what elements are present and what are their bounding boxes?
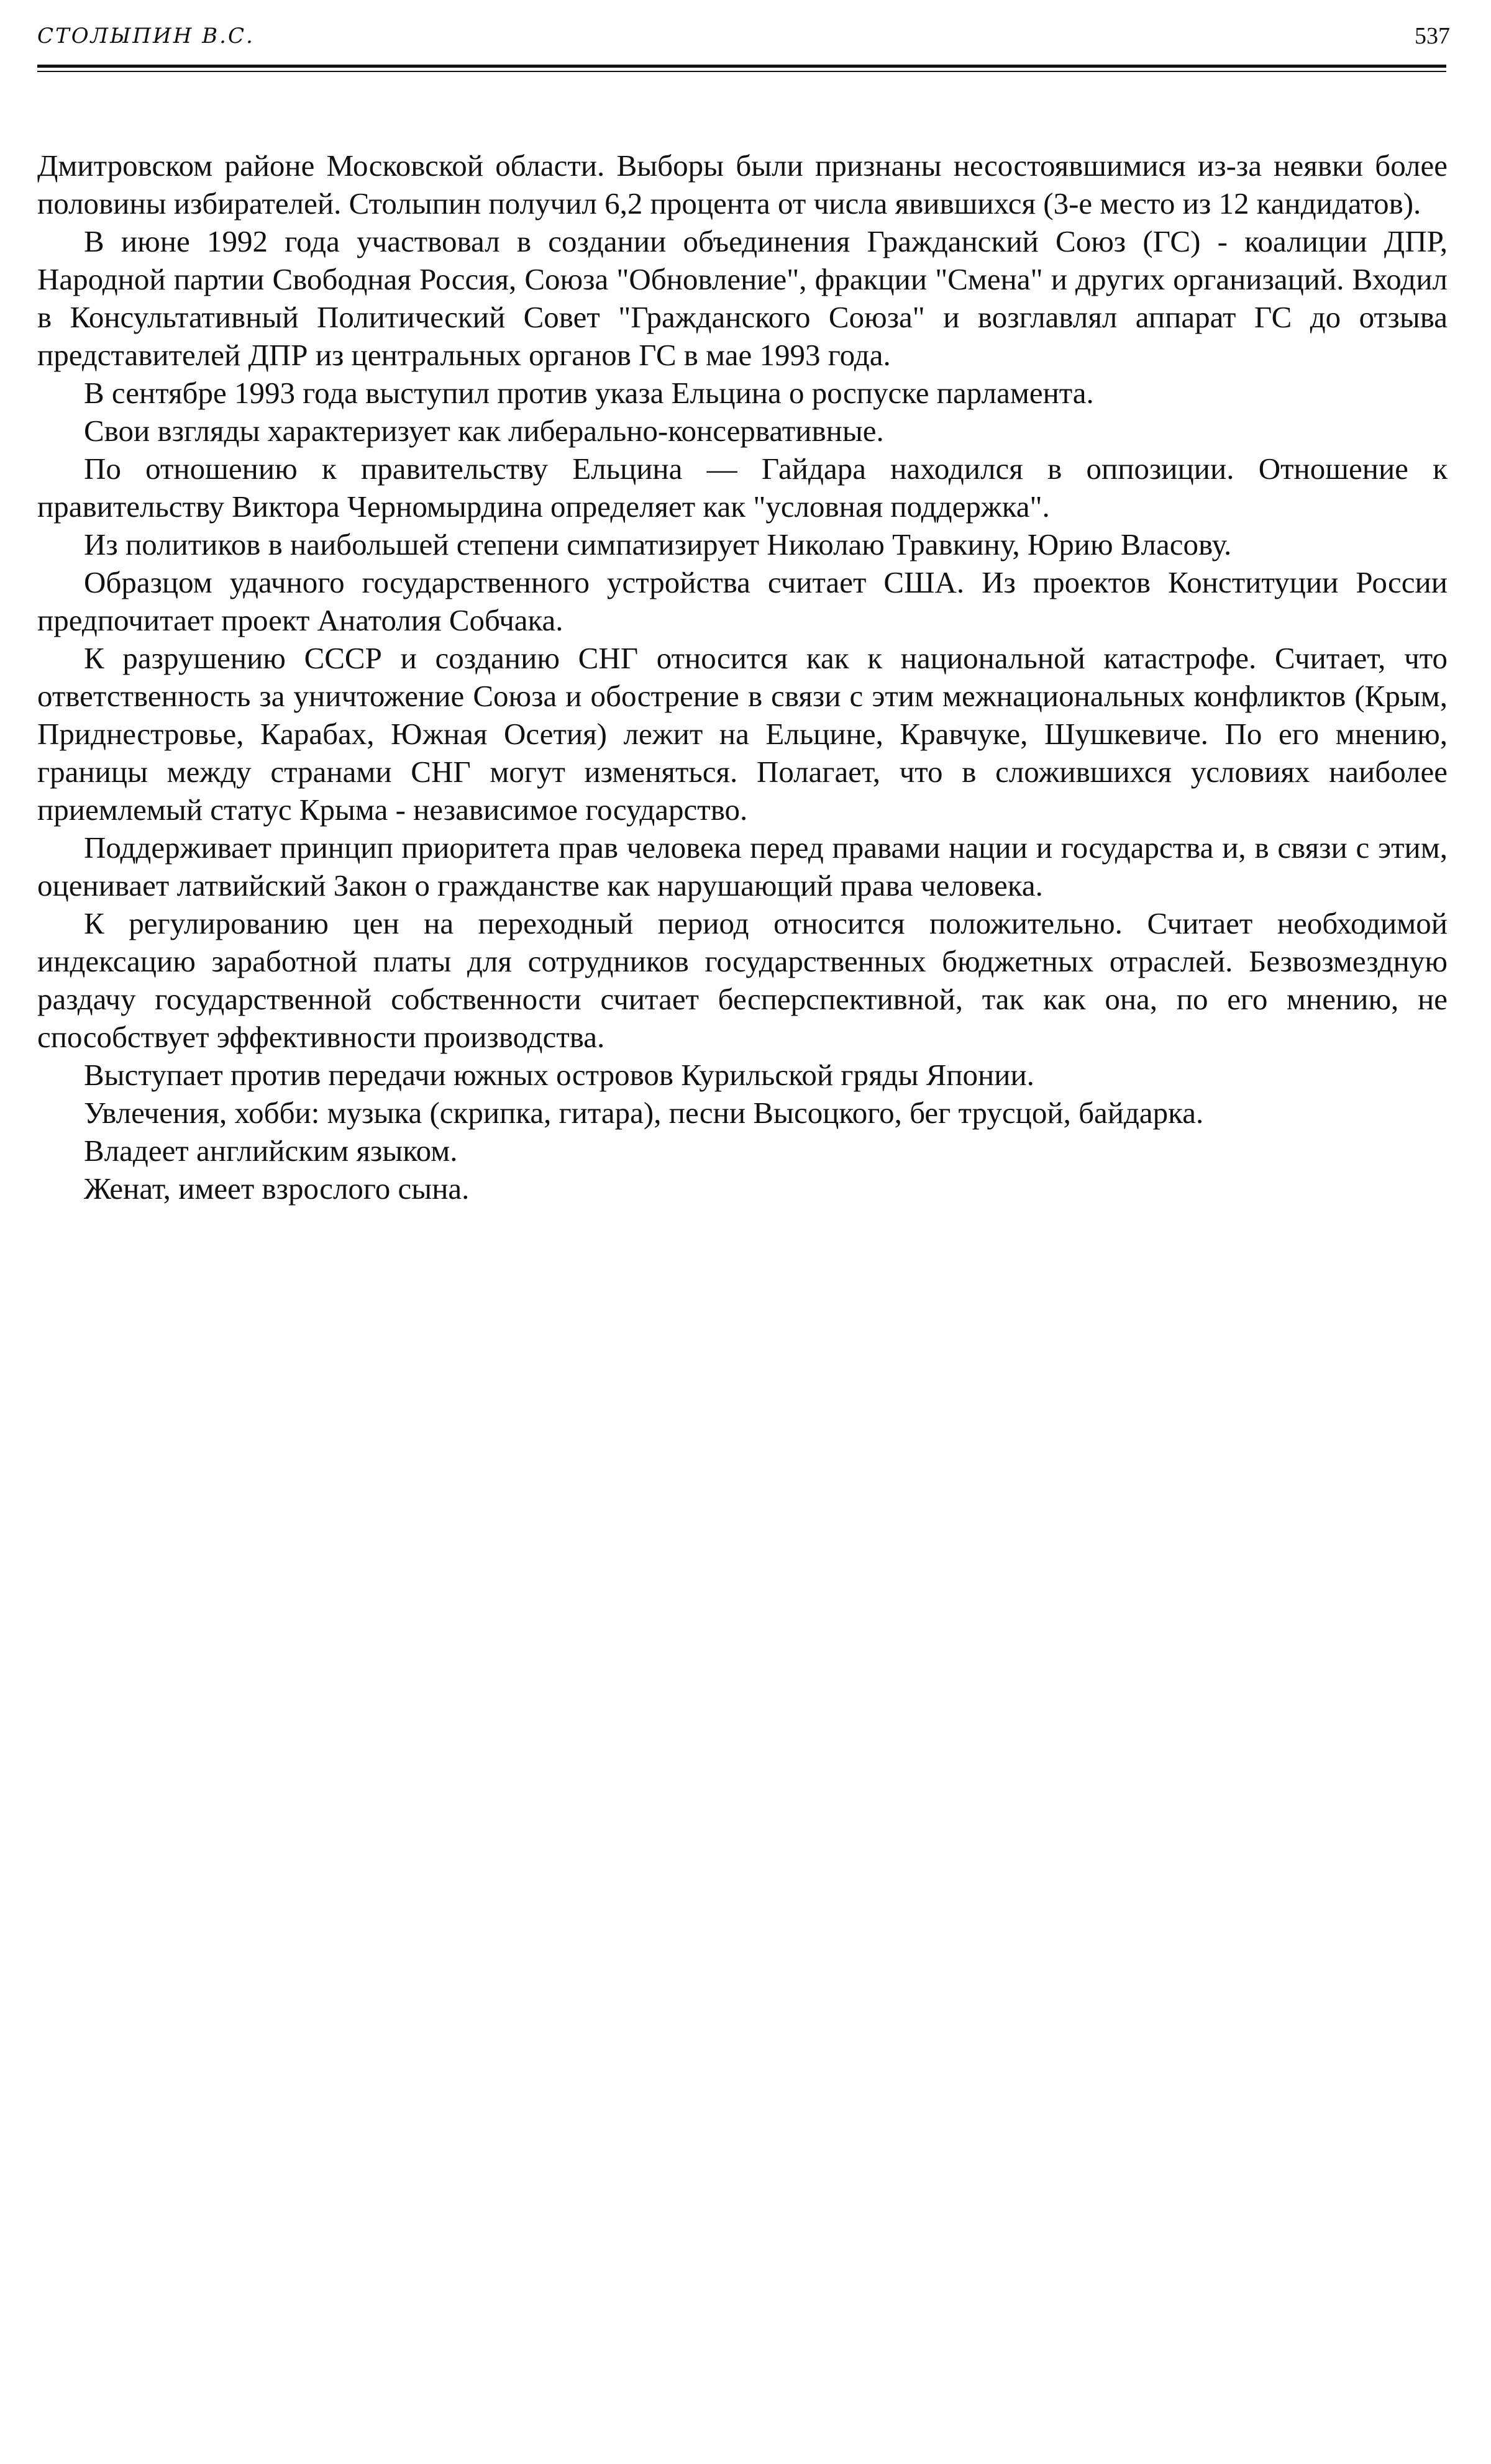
paragraph: Из политиков в наибольшей степени симпатизирует Николаю Травкину, Юрию Власову. — [84, 527, 1232, 561]
running-head — [37, 16, 1454, 53]
paragraph: В сентябре 1993 года выступил против указа Ельцина о роспуске парламента. — [84, 376, 1094, 410]
paragraph: Поддерживает принцип приоритета прав человека перед правами нации и государства и, в связи с этим, оценивает латвийский Закон о гражданстве как нарушающий права человека. — [37, 830, 1448, 902]
paragraph: Выступает против передачи южных островов Курильской гряды Японии. — [84, 1058, 1034, 1092]
paragraph: Свои взгляды характеризует как либерально-консервативные. — [84, 414, 884, 448]
body-text — [37, 147, 1448, 1207]
paragraph: К разрушению СССР и созданию СНГ относится как к национальной катастрофе. Считает, что ответственность за уничтожение Союза и обострение в связи с этим межнациональных конфликтов (Крым, Приднестровье, Карабах, Южная Осетия) лежит на Ельцине, Кравчуке, Шушкевиче. По его мнению, границы между странами СНГ могут изменяться. Полагает, что в сложившихся условиях наиболее приемлемый статус Крыма - независимое государство. — [37, 641, 1448, 827]
paragraph-continuation: Дмитровском районе Московской области. Выборы были признаны несостоявшимися из-за неявки более половины избирателей. Столыпин получил 6,2 процента от числа явившихся (3-е место из 12 кандидатов). — [37, 148, 1448, 220]
page-number: 537 — [1415, 23, 1450, 49]
paragraph: Образцом удачного государственного устройства считает США. Из проектов Конституции России предпочитает проект Анатолия Собчака. — [37, 565, 1448, 637]
paragraph: Владеет английским языком. — [84, 1134, 458, 1168]
paragraph: Увлечения, хобби: музыка (скрипка, гитара), песни Высоцкого, бег трусцой, байдарка. — [84, 1096, 1204, 1130]
header-rule-thin — [37, 71, 1446, 72]
paragraph: К регулированию цен на переходный период относится положительно. Считает необходимой индексацию заработной платы для сотрудников государственных бюджетных отраслей. Безвозмездную раздачу государственной собственности считает бесперспективной, так как она, по его мнению, не способствует эффективности производства. — [37, 906, 1448, 1054]
running-title: СТОЛЫПИН В.С. — [37, 24, 255, 48]
paragraph: В июне 1992 года участвовал в создании объединения Гражданский Союз (ГС) - коалиции ДПР, Народной партии Свободная Россия, Союза "Обновление", фракции "Смена" и других организаций. Входил в Консультативный Политический Совет "Гражданского Союза" и возглавлял аппарат ГС до отзыва представителей ДПР из центральных органов ГС в мае 1993 года. — [37, 224, 1448, 372]
paragraph: По отношению к правительству Ельцина — Гайдара находился в оппозиции. Отношение к правительству Виктора Черномырдина определяет как "условная поддержка". — [37, 452, 1448, 524]
header-rule-thick — [37, 65, 1446, 68]
paragraph: Женат, имеет взрослого сына. — [84, 1171, 470, 1206]
